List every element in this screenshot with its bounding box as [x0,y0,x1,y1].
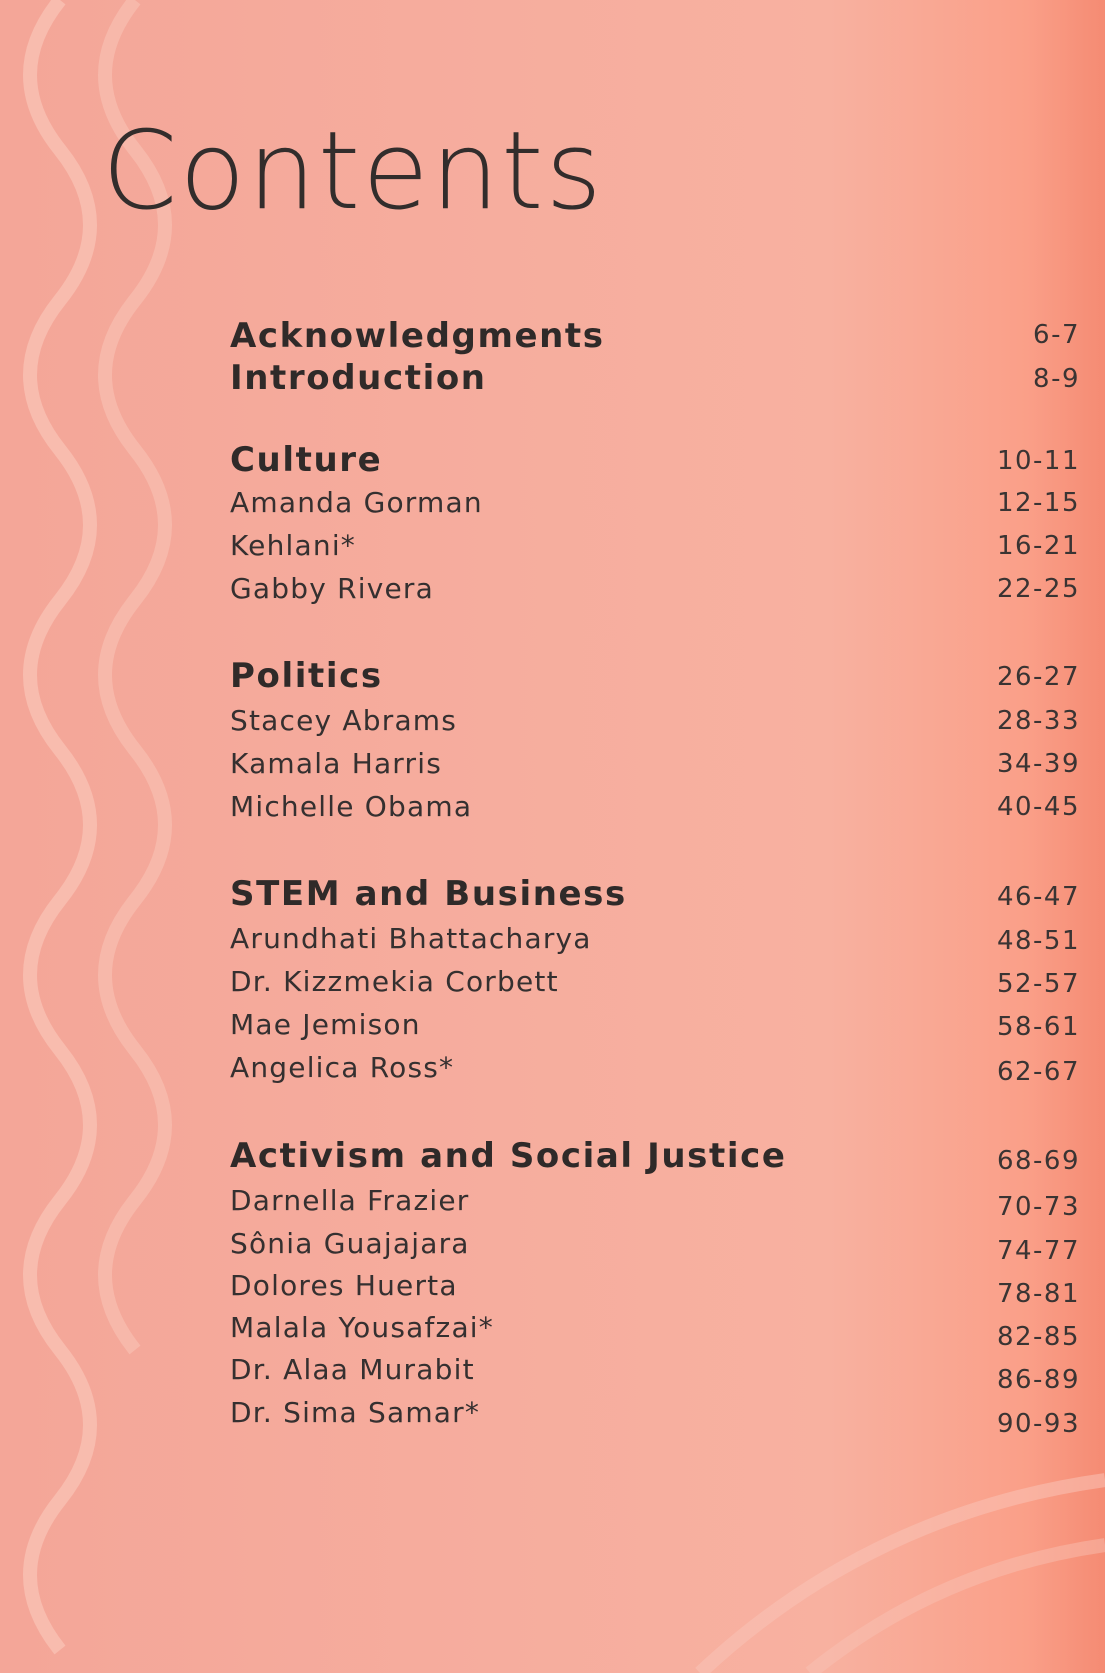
toc-heading-label: Activism and Social Justice [230,1136,787,1176]
toc-heading-label: Introduction [230,358,487,398]
toc-page-range: 26-27 [996,662,1080,692]
toc-entry-label: Darnella Frazier [230,1184,470,1217]
toc-page-range: 70-73 [996,1192,1080,1222]
toc-entry-label: Malala Yousafzai* [230,1311,494,1344]
toc-entry-label: Michelle Obama [230,790,473,823]
toc-page-range: 34-39 [996,749,1080,779]
toc-page-range: 8-9 [1033,364,1080,394]
toc-page-range: 10-11 [996,446,1080,476]
toc-page-range: 86-89 [996,1365,1080,1395]
toc-entry-label: Dr. Alaa Murabit [230,1353,475,1386]
toc-page-range: 48-51 [996,926,1080,956]
toc-entry-label: Sônia Guajajara [230,1227,470,1260]
corner-arc-inner [810,1545,1105,1673]
toc-heading-label: STEM and Business [230,874,627,914]
toc-heading-label: Culture [230,440,383,480]
corner-arc-outer [700,1480,1105,1673]
wave-line-left [30,0,90,1650]
toc-entry-label: Stacey Abrams [230,704,458,737]
toc-page-range: 12-15 [996,488,1080,518]
toc-page-range: 58-61 [996,1012,1080,1042]
page-title: Contents [102,109,604,234]
toc-page-range: 74-77 [996,1236,1080,1266]
toc-page-range: 16-21 [996,531,1080,561]
toc-entry-label: Angelica Ross* [230,1051,455,1084]
toc-page-range: 90-93 [996,1409,1080,1439]
toc-page-range: 22-25 [996,574,1080,604]
toc-page-range: 46-47 [996,882,1080,912]
toc-entry-label: Dr. Kizzmekia Corbett [230,965,559,998]
toc-page-range: 6-7 [1033,320,1080,350]
toc-page-range: 40-45 [996,792,1080,822]
toc-page-range: 62-67 [996,1057,1080,1087]
toc-entry-label: Kehlani* [230,529,357,562]
toc-heading-label: Politics [230,656,383,696]
toc-entry-label: Arundhati Bhattacharya [230,922,592,955]
toc-heading-label: Acknowledgments [230,316,605,356]
toc-page-range: 68-69 [996,1146,1080,1176]
toc-entry-label: Mae Jemison [230,1008,421,1041]
toc-entry-label: Amanda Gorman [230,486,483,519]
toc-page-range: 52-57 [996,969,1080,999]
toc-page-range: 78-81 [996,1279,1080,1309]
toc-entry-label: Kamala Harris [230,747,443,780]
toc-entry-label: Dr. Sima Samar* [230,1396,481,1429]
toc-page-range: 82-85 [996,1322,1080,1352]
toc-page-range: 28-33 [996,706,1080,736]
toc-entry-label: Dolores Huerta [230,1269,458,1302]
toc-entry-label: Gabby Rivera [230,572,434,605]
